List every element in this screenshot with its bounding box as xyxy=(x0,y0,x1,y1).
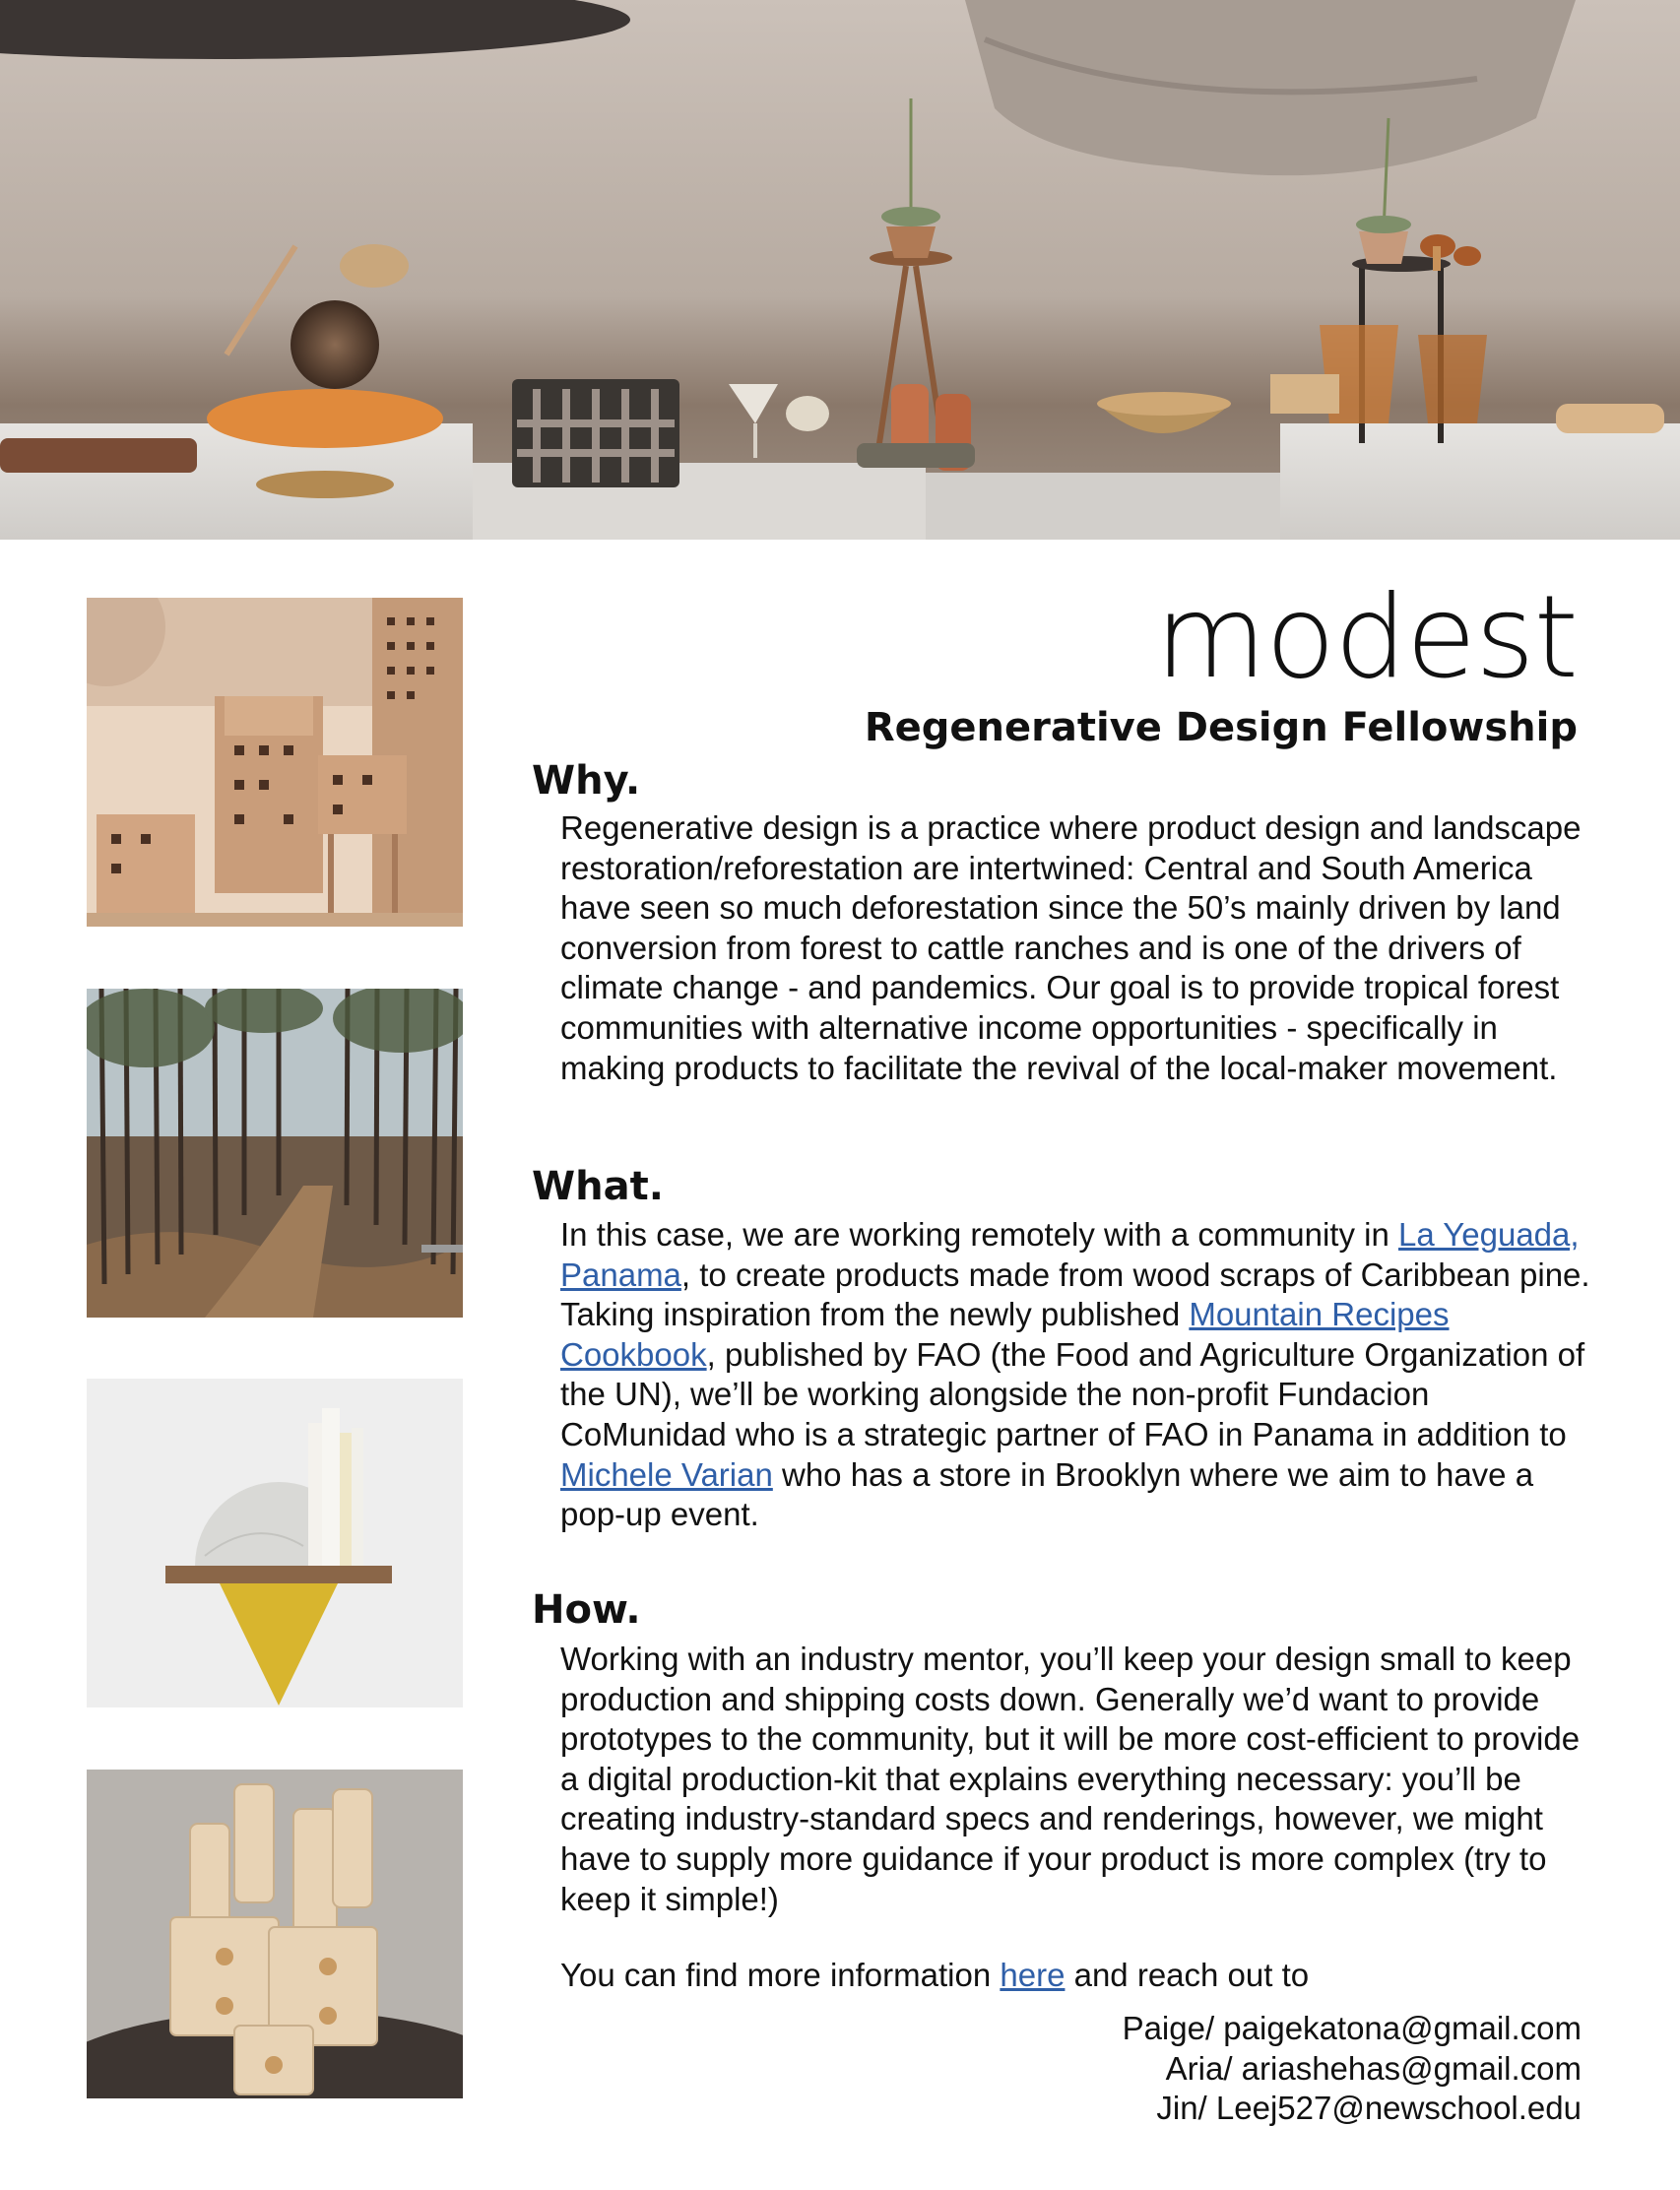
marble-shelf-image xyxy=(87,1379,463,1707)
what-text-1: In this case, we are working remotely with a community in xyxy=(560,1216,1398,1253)
page-subtitle: Regenerative Design Fellowship xyxy=(864,705,1578,750)
here-link[interactable]: here xyxy=(1000,1957,1066,1993)
wooden-buildings-image xyxy=(87,598,463,927)
contact-aria: Aria/ ariashehas@gmail.com xyxy=(1165,2049,1582,2087)
michele-varian-link[interactable]: Michele Varian xyxy=(560,1455,773,1493)
what-text-4: who has a store in Brooklyn where we aim to have a pop-up event. xyxy=(560,1455,1534,1533)
more-info-line xyxy=(560,1956,1604,1996)
contact-list xyxy=(1123,2009,1582,2129)
brand-logo: modest xyxy=(1155,571,1578,704)
wooden-dowel-object-image xyxy=(87,1770,463,2098)
what-text-2: , to create products made from wood scraps of Caribbean pine. Taking inspiration from the newly published xyxy=(560,1256,1590,1333)
what-heading: What. xyxy=(532,1164,664,1209)
what-paragraph xyxy=(560,1215,1604,1535)
contact-paige: Paige/ paigekatona@gmail.com xyxy=(1122,2010,1582,2046)
contact-jin: Jin/ Leej527@newschool.edu xyxy=(1156,2090,1582,2127)
pine-forest-image xyxy=(87,989,463,1318)
hero-image xyxy=(0,0,1680,540)
more-info-prefix: You can find more information xyxy=(560,1957,1001,1993)
mountain-recipes-link[interactable]: Mountain Recipes Cookbook xyxy=(560,1296,1450,1373)
more-info-suffix: and reach out to xyxy=(1065,1957,1310,1993)
what-text-3: , published by FAO (the Food and Agriculture Organization of the UN), we’ll be working alongside the non-profit Fundacion CoMunidad who is a strategic partner of FAO in Panama in addition to xyxy=(560,1335,1585,1452)
how-heading: How. xyxy=(532,1587,641,1633)
why-paragraph: Regenerative design is a practice where product design and landscape restoration/reforestation are intertwined: Central and South America have seen so much deforestation since the 50’s mainly driven by land conversion from forest to cattle ranches and is one of the drivers of climate change - and pandemics. Our goal is to provide tropical forest communities with alternative income opportunities - specifically in making products to facilitate the revival of the local-maker movement. xyxy=(560,809,1582,1086)
how-paragraph: Working with an industry mentor, you’ll keep your design small to keep production and shipping costs down. Generally we’d want to provide prototypes to the community, but it will be more cost-efficient to provide a digital production-kit that explains everything necessary: you’ll be creating industry-standard specs and renderings, however, we might have to supply more guidance if your product is more complex (try to keep it simple!) xyxy=(560,1641,1581,1917)
why-heading: Why. xyxy=(532,758,641,804)
la-yeguada-link[interactable]: La Yeguada, Panama xyxy=(560,1216,1580,1293)
